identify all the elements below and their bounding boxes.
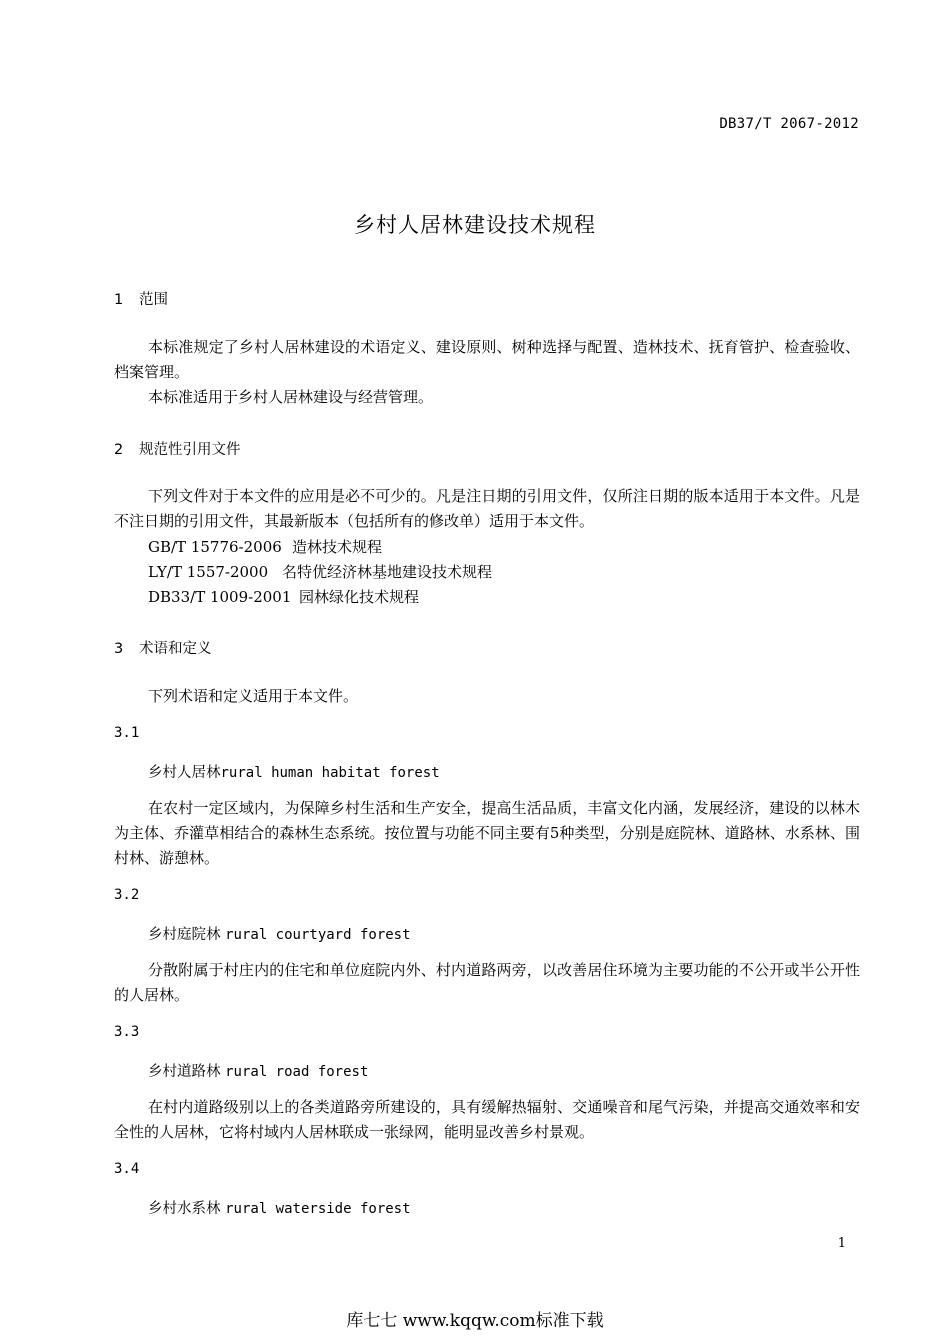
subsection-number: 3.2 [114, 887, 140, 903]
reference-name: 园林绿化技术规程 [299, 588, 420, 606]
section-title: 规范性引用文件 [139, 442, 241, 458]
term-heading [148, 1197, 411, 1218]
section-2-paragraph-1: 下列文件对于本文件的应用是必不可少的。凡是注日期的引用文件，仅所注日期的版本适用于本文件。凡是不注日期的引用文件，其最新版本（包括所有的修改单）适用于本文件。 [114, 487, 860, 530]
reference-name: 造林技术规程 [292, 538, 383, 556]
term-en: rural courtyard forest [225, 927, 411, 943]
section-1-paragraph-1: 本标准规定了乡村人居林建设的术语定义、建设原则、树种选择与配置、造林技术、抚育管护、检查验收、档案管理。 [114, 338, 860, 381]
page-number: 1 [837, 1236, 846, 1251]
subsection-number: 3.4 [114, 1161, 140, 1177]
reference-code: GB/T 15776-2006 [148, 538, 282, 556]
reference-code: LY/T 1557-2000 [148, 563, 269, 581]
term-definition: 在农村一定区域内，为保障乡村生活和生产安全，提高生活品质，丰富文化内涵，发展经济，建设的以林木为主体、乔灌草相结合的森林生态系统。按位置与功能不同主要有5种类型，分别是庭院林、道路林、水系林、围村林、游憩林。 [114, 799, 860, 867]
subsection-number: 3.1 [114, 725, 140, 741]
section-3-paragraph-1: 下列术语和定义适用于本文件。 [148, 687, 359, 705]
term-definition: 分散附属于村庄内的住宅和单位庭院内外、村内道路两旁，以改善居住环境为主要功能的不公开或半公开性的人居林。 [114, 961, 860, 1004]
section-number: 1 [114, 292, 124, 308]
standard-number: DB37/T 2067-2012 [719, 116, 859, 132]
subsection-number: 3.3 [114, 1024, 140, 1040]
reference-item [148, 536, 382, 557]
section-title: 术语和定义 [139, 641, 212, 657]
reference-item [148, 561, 492, 582]
term-en: rural road forest [225, 1064, 369, 1080]
term-en: rural waterside forest [225, 1201, 411, 1217]
section-title: 范围 [139, 292, 168, 308]
document-title: 乡村人居林建设技术规程 [354, 213, 596, 237]
term-zh: 乡村人居林 [148, 765, 221, 781]
section-2-heading [114, 438, 241, 459]
term-en: rural human habitat forest [220, 765, 440, 781]
footer-watermark: 库七七 www.kqqw.com标准下载 [346, 1311, 604, 1331]
reference-item [148, 586, 419, 607]
section-1-heading [114, 288, 168, 309]
term-zh: 乡村庭院林 [148, 927, 221, 943]
term-heading [148, 761, 440, 782]
term-heading [148, 1060, 368, 1081]
section-number: 3 [114, 641, 124, 657]
section-number: 2 [114, 442, 124, 458]
reference-name: 名特优经济林基地建设技术规程 [282, 563, 493, 581]
term-definition: 在村内道路级别以上的各类道路旁所建设的，具有缓解热辐射、交通噪音和尾气污染，并提高交通效率和安全性的人居林，它将村域内人居林联成一张绿网，能明显改善乡村景观。 [114, 1098, 860, 1141]
section-1-paragraph-2: 本标准适用于乡村人居林建设与经营管理。 [148, 388, 434, 406]
section-3-heading [114, 637, 212, 658]
term-heading [148, 923, 411, 944]
term-zh: 乡村道路林 [148, 1064, 221, 1080]
term-zh: 乡村水系林 [148, 1201, 221, 1217]
reference-code: DB33/T 1009-2001 [148, 588, 292, 606]
